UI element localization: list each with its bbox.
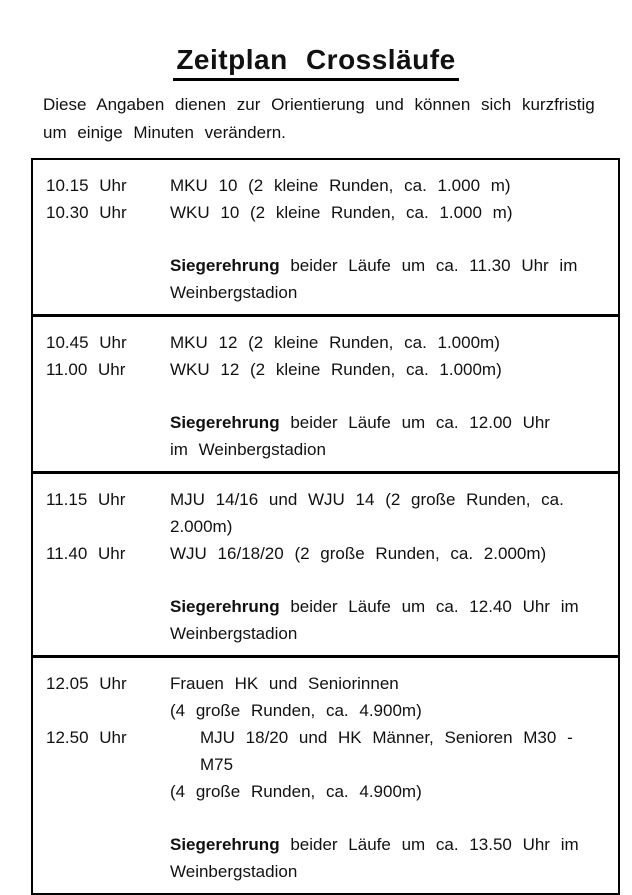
event-description-line: (4 große Runden, ca. 4.900m)	[170, 782, 422, 801]
event-description	[170, 356, 618, 383]
ceremony-text: beider Läufe um ca. 11.30 Uhr im	[290, 256, 578, 275]
event-description	[170, 329, 618, 356]
ceremony-note	[170, 593, 618, 647]
event-row	[33, 540, 618, 567]
schedule-section-u12	[33, 314, 618, 471]
event-description-line: (4 große Runden, ca. 4.900m)	[170, 701, 422, 720]
event-row	[33, 356, 618, 383]
event-description	[170, 540, 618, 567]
ceremony-line-1	[170, 252, 610, 279]
title-area	[0, 0, 632, 81]
event-description-line: MJU 18/20 und HK Männer, Senioren M30 - M75	[200, 728, 573, 774]
ceremony-note	[170, 409, 618, 463]
section-spacer	[33, 383, 618, 409]
intro-line-2: um einige Minuten verändern.	[43, 123, 286, 142]
ceremony-line-1	[170, 593, 610, 620]
event-description	[170, 724, 618, 805]
ceremony-note	[170, 831, 618, 885]
ceremony-line-2: Weinbergstadion	[170, 862, 298, 881]
intro-line-1: Diese Angaben dienen zur Orientierung und können sich kurzfristig	[43, 95, 595, 114]
event-description	[170, 670, 618, 724]
section-spacer	[33, 226, 618, 252]
event-row	[33, 172, 618, 199]
event-description-line: MKU 12 (2 kleine Runden, ca. 1.000m)	[170, 333, 500, 352]
event-time: 11.15 Uhr	[46, 490, 126, 509]
schedule-section-jugend	[33, 471, 618, 655]
event-row	[33, 486, 618, 540]
event-time: 11.00 Uhr	[46, 360, 126, 379]
event-time: 11.40 Uhr	[46, 544, 126, 563]
event-time: 12.05 Uhr	[46, 674, 127, 693]
page-title: Zeitplan Crossläufe	[173, 44, 458, 81]
event-row	[33, 670, 618, 724]
ceremony-line-2: im Weinbergstadion	[170, 440, 326, 459]
schedule-section-u10	[33, 160, 618, 314]
event-time: 10.15 Uhr	[46, 176, 127, 195]
section-spacer	[33, 805, 618, 831]
ceremony-line-1	[170, 831, 610, 858]
ceremony-text: beider Läufe um ca. 12.00 Uhr	[290, 413, 550, 432]
ceremony-text: beider Läufe um ca. 13.50 Uhr im	[290, 835, 579, 854]
event-description-line: WKU 12 (2 kleine Runden, ca. 1.000m)	[170, 360, 502, 379]
event-description	[170, 486, 618, 540]
intro-text	[43, 91, 602, 147]
event-row	[33, 199, 618, 226]
event-description-line: WJU 16/18/20 (2 große Runden, ca. 2.000m)	[170, 544, 547, 563]
ceremony-note	[170, 252, 618, 306]
event-description	[170, 172, 618, 199]
event-description	[170, 199, 618, 226]
event-description-line: WKU 10 (2 kleine Runden, ca. 1.000 m)	[170, 203, 513, 222]
event-time: 12.50 Uhr	[46, 728, 127, 747]
event-time: 10.30 Uhr	[46, 203, 127, 222]
ceremony-label: Siegerehrung	[170, 835, 280, 854]
ceremony-line-2: Weinbergstadion	[170, 283, 298, 302]
event-description-line: Frauen HK und Seniorinnen	[170, 674, 399, 693]
event-time: 10.45 Uhr	[46, 333, 127, 352]
ceremony-text: beider Läufe um ca. 12.40 Uhr im	[290, 597, 579, 616]
event-description-line: MKU 10 (2 kleine Runden, ca. 1.000 m)	[170, 176, 511, 195]
ceremony-label: Siegerehrung	[170, 597, 280, 616]
ceremony-label: Siegerehrung	[170, 413, 280, 432]
ceremony-line-2: Weinbergstadion	[170, 624, 298, 643]
ceremony-label: Siegerehrung	[170, 256, 280, 275]
section-spacer	[33, 567, 618, 593]
schedule-table	[31, 158, 620, 895]
schedule-section-erwachsene	[33, 655, 618, 893]
event-row	[33, 329, 618, 356]
ceremony-line-1	[170, 409, 610, 436]
event-row	[33, 724, 618, 805]
event-description-line: MJU 14/16 und WJU 14 (2 große Runden, ca. 2.000m)	[170, 490, 564, 536]
